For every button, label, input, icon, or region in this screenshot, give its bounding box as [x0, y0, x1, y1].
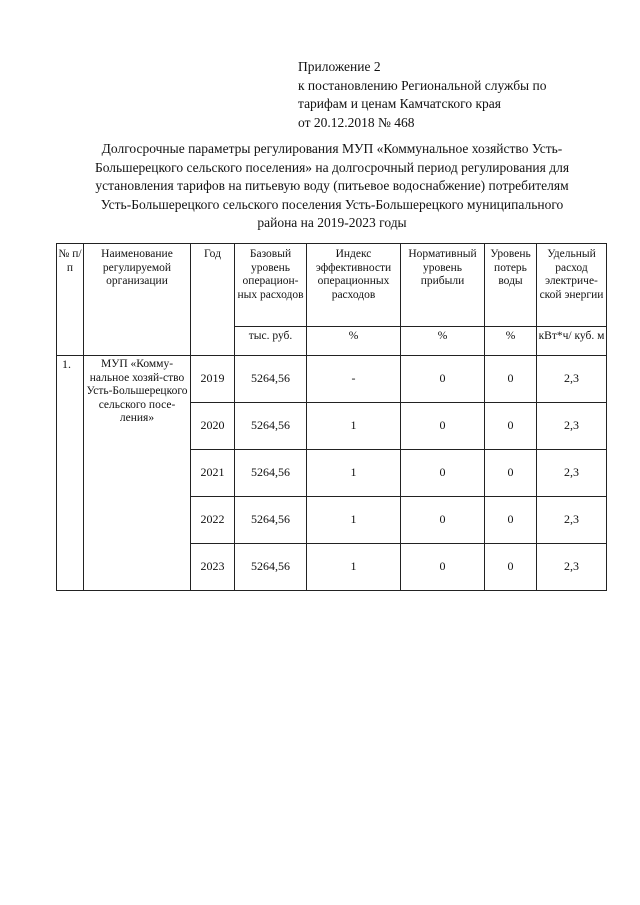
table-row	[57, 356, 607, 403]
profit-level-cell: 0	[401, 403, 485, 450]
title-line: Усть-Большерецкого сельского поселения Усть-Большерецкого муниципального	[100, 196, 564, 212]
water-loss-cell: 0	[485, 497, 537, 544]
energy-cell: 2,3	[537, 497, 607, 544]
year-cell: 2019	[191, 356, 235, 403]
water-loss-cell: 0	[485, 544, 537, 591]
title-line: Большерецкого сельского поселения» на долгосрочный период регулирования для	[94, 159, 570, 175]
efficiency-index-cell: 1	[307, 544, 401, 591]
row-number: 1.	[57, 356, 84, 591]
organization-name: МУП «Комму-нальное хозяй-ство Усть-Большерецкого сельского посе-ления»	[84, 356, 191, 591]
unit-water-loss: %	[485, 327, 537, 356]
efficiency-index-cell: -	[307, 356, 401, 403]
profit-level-cell: 0	[401, 356, 485, 403]
efficiency-index-cell: 1	[307, 450, 401, 497]
appendix-line: к постановлению Региональной службы по	[298, 77, 547, 93]
efficiency-index-cell: 1	[307, 403, 401, 450]
energy-cell: 2,3	[537, 403, 607, 450]
title-line: района на 2019-2023 годы	[257, 215, 407, 230]
table-header-row	[57, 244, 607, 327]
base-costs-cell: 5264,56	[235, 356, 307, 403]
unit-base-costs: тыс. руб.	[235, 327, 307, 356]
title-line: Долгосрочные параметры регулирования МУП «Коммунальное хозяйство Усть-	[101, 141, 563, 156]
energy-cell: 2,3	[537, 450, 607, 497]
profit-level-cell: 0	[401, 544, 485, 591]
header-num: № п/п	[57, 244, 84, 356]
energy-cell: 2,3	[537, 356, 607, 403]
appendix-line: от 20.12.2018 № 468	[298, 114, 415, 130]
unit-efficiency-index: %	[307, 327, 401, 356]
base-costs-cell: 5264,56	[235, 497, 307, 544]
profit-level-cell: 0	[401, 497, 485, 544]
profit-level-cell: 0	[401, 450, 485, 497]
base-costs-cell: 5264,56	[235, 544, 307, 591]
header-organization: Наименование регулируемой организации	[84, 244, 191, 356]
water-loss-cell: 0	[485, 450, 537, 497]
unit-profit-level: %	[401, 327, 485, 356]
year-cell: 2023	[191, 544, 235, 591]
base-costs-cell: 5264,56	[235, 450, 307, 497]
appendix-note	[298, 58, 618, 132]
year-cell: 2021	[191, 450, 235, 497]
document-title	[58, 140, 606, 233]
efficiency-index-cell: 1	[307, 497, 401, 544]
header-water-loss: Уровень потерь воды	[485, 244, 537, 327]
header-profit-level: Нормативный уровень прибыли	[401, 244, 485, 327]
appendix-line: Приложение 2	[298, 59, 381, 74]
energy-cell: 2,3	[537, 544, 607, 591]
unit-energy-consumption: кВт*ч/ куб. м	[537, 327, 607, 356]
base-costs-cell: 5264,56	[235, 403, 307, 450]
header-year: Год	[191, 244, 235, 356]
year-cell: 2022	[191, 497, 235, 544]
title-line: установления тарифов на питьевую воду (питьевое водоснабжение) потребителям	[95, 178, 569, 193]
year-cell: 2020	[191, 403, 235, 450]
parameters-table	[56, 243, 607, 591]
header-base-costs: Базовый уровень операцион-ных расходов	[235, 244, 307, 327]
header-energy-consumption: Удельный расход электриче-ской энергии	[537, 244, 607, 327]
appendix-line: тарифам и ценам Камчатского края	[298, 96, 501, 111]
water-loss-cell: 0	[485, 403, 537, 450]
water-loss-cell: 0	[485, 356, 537, 403]
header-efficiency-index: Индекс эффективности операционных расходов	[307, 244, 401, 327]
